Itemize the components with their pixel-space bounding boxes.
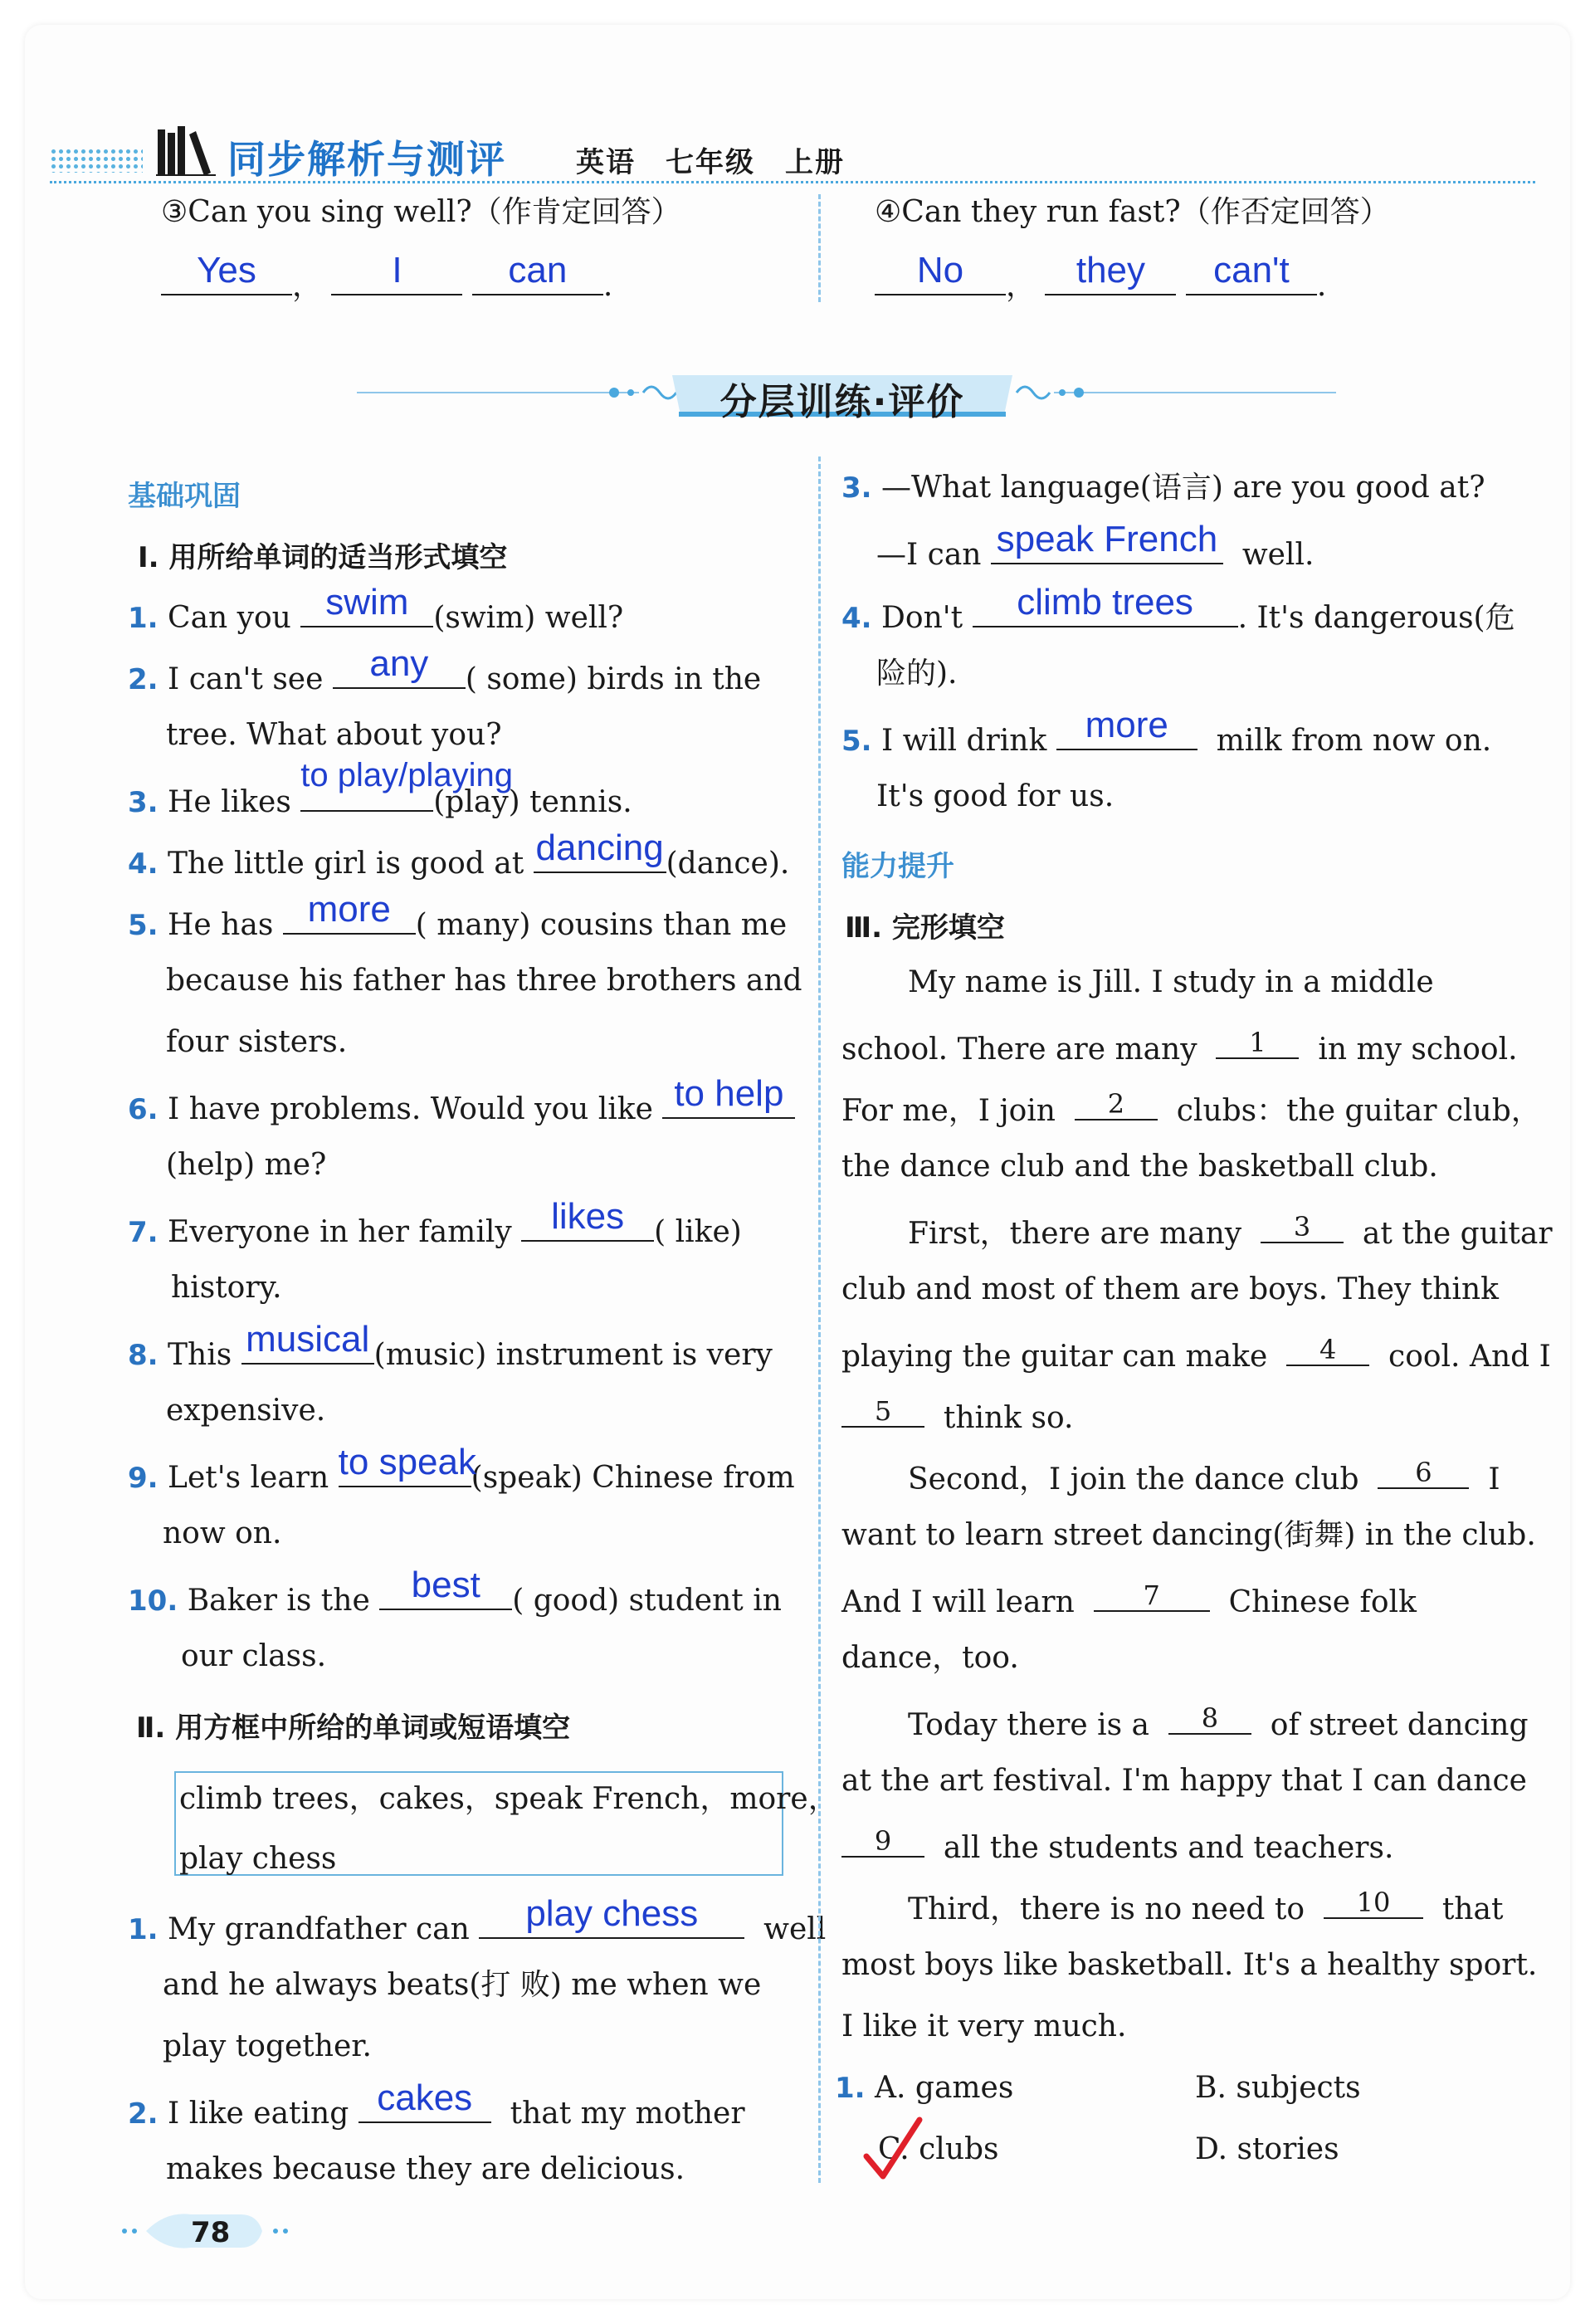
passage-text: Second，I join the dance club — [908, 1462, 1359, 1496]
list-item — [128, 1319, 773, 1372]
item-number: 1. — [835, 2072, 866, 2105]
answer-text: best — [411, 1565, 480, 1605]
option-c: C. clubs — [878, 2132, 999, 2166]
item-text: (swim) well? — [433, 601, 624, 635]
passage-text: school. There are many — [841, 1033, 1197, 1067]
banner-title: 分层训练·评价 — [719, 381, 965, 423]
answer-blank — [331, 250, 462, 295]
passage-text: clubs：the guitar club， — [1176, 1094, 1541, 1128]
item-text: I like eating — [168, 2097, 359, 2131]
item-text: well. — [1241, 538, 1315, 572]
cloze-blank — [1168, 1702, 1251, 1735]
item-text: (music) instrument is very — [373, 1338, 773, 1372]
item-text: that my mother — [510, 2097, 745, 2131]
answer-text: more — [1085, 705, 1168, 745]
passage-text: cool. And I — [1388, 1340, 1551, 1374]
option-b: B. subjects — [1195, 2071, 1361, 2105]
item-text: The little girl is good at — [168, 847, 534, 881]
item-text: Can you — [168, 601, 301, 635]
question-3-prompt: ③Can you sing well?（作肯定回答） — [161, 195, 681, 229]
option-d: D. stories — [1195, 2132, 1339, 2166]
passage-line — [841, 1395, 1074, 1435]
item-number: 1. — [128, 602, 159, 635]
question-4-prompt: ④Can they run fast?（作否定回答） — [875, 195, 1390, 229]
item-continuation: makes because they are delicious. — [166, 2152, 685, 2186]
answer-text: they — [1076, 250, 1146, 290]
item-continuation: our class. — [181, 1639, 327, 1673]
answer-text: to help — [674, 1073, 784, 1114]
cloze-blank — [1094, 1579, 1210, 1612]
item-text: I have problems. Would you like — [168, 1092, 663, 1126]
passage-line: My name is Jill. I study in a middle — [908, 965, 1434, 999]
item-text: (speak) Chinese from — [471, 1461, 795, 1495]
answer-blank — [359, 2077, 491, 2123]
item-number: 5. — [841, 725, 872, 758]
list-item — [128, 643, 762, 696]
answer-text: speak French — [996, 519, 1218, 559]
item-number: 10. — [128, 1584, 178, 1618]
answer-text: can't — [1213, 250, 1290, 290]
item-number: 5. — [128, 909, 159, 942]
answer-blank — [472, 250, 603, 295]
answer-text: any — [369, 643, 429, 684]
item-text: well — [763, 1912, 827, 1946]
item-text: Baker is the — [187, 1584, 380, 1618]
answer-text: swim — [325, 582, 409, 622]
passage-line: at the art festival. I'm happy that I can dance — [841, 1764, 1527, 1798]
item-number: 9. — [128, 1462, 159, 1495]
book-title: 同步解析与测评 — [227, 137, 506, 182]
item-continuation: 险的). — [876, 657, 958, 691]
answer-text: Yes — [197, 250, 256, 290]
answer-text: to speak — [338, 1442, 476, 1482]
passage-text: think so. — [943, 1401, 1074, 1435]
passage-line — [841, 1029, 1518, 1065]
item-text: ( many) cousins than me — [415, 908, 788, 942]
item-number: 7. — [128, 1216, 159, 1249]
item-text: —I can — [876, 538, 991, 572]
answer-text: more — [307, 889, 391, 930]
item-number: 2. — [128, 663, 159, 696]
item-text: He likes — [168, 785, 301, 819]
question-4-answer-line: No ， they can't . — [875, 266, 1326, 301]
item-text: I can't see — [168, 662, 333, 696]
item-text: My grandfather can — [168, 1912, 480, 1946]
answer-blank — [479, 1893, 744, 1939]
header-dots-decoration — [50, 148, 143, 173]
cloze-blank — [841, 1395, 924, 1428]
cloze-number: 5 — [874, 1395, 892, 1427]
item-number: 6. — [128, 1093, 159, 1126]
answer-blank — [991, 519, 1223, 564]
item-text: (dance). — [666, 847, 790, 881]
item-text: ( like) — [654, 1215, 742, 1249]
answer-text: can — [508, 250, 568, 290]
passage-text: First，there are many — [908, 1217, 1242, 1251]
list-item — [128, 582, 624, 635]
answer-blank — [875, 250, 1006, 295]
cloze-number: 3 — [1293, 1211, 1311, 1243]
item-text: —What language(语言) are you good at? — [881, 471, 1485, 505]
item-text: He has — [168, 908, 283, 942]
answer-blank — [1045, 250, 1176, 295]
book-subtitle: 英语 七年级 上册 — [576, 146, 845, 179]
answer-text: likes — [551, 1196, 625, 1237]
question-3-answer-line: Yes ， I can . — [161, 266, 612, 301]
answer-text: dancing — [535, 828, 664, 868]
cloze-blank — [1286, 1336, 1369, 1366]
word-box — [174, 1771, 838, 1876]
passage-text: in my school. — [1318, 1033, 1518, 1067]
cloze-number: 9 — [874, 1825, 892, 1857]
passage-text: playing the guitar can make — [841, 1340, 1268, 1374]
cloze-blank — [841, 1825, 924, 1858]
item-number: 4. — [128, 847, 159, 881]
answer-blank — [300, 582, 433, 627]
checkmark-icon — [860, 2115, 926, 2181]
passage-text: And I will learn — [841, 1585, 1075, 1619]
passage-text: I — [1488, 1462, 1500, 1496]
answer-blank — [333, 643, 466, 689]
item-continuation: four sisters. — [166, 1025, 348, 1059]
passage-line — [841, 1825, 1394, 1865]
passage-text: Chinese folk — [1228, 1585, 1417, 1619]
cloze-number: 6 — [1415, 1457, 1432, 1488]
list-item — [128, 1893, 827, 1946]
passage-text: Today there is a — [908, 1708, 1149, 1742]
passage-line: club and most of them are boys. They think — [841, 1272, 1499, 1306]
item-continuation: because his father has three brothers and — [166, 964, 802, 998]
answer-blank — [521, 1196, 654, 1242]
passage-text: Third，there is no need to — [908, 1892, 1305, 1926]
section-banner — [672, 367, 1012, 423]
answer-text: musical — [246, 1319, 370, 1360]
passage-line: want to learn street dancing(街舞) in the club. — [841, 1518, 1536, 1552]
answer-text: play chess — [525, 1893, 699, 1934]
item-continuation: and he always beats(打 败) me when we — [163, 1968, 762, 2002]
item-text: Everyone in her family — [168, 1215, 522, 1249]
answer-text: No — [916, 250, 964, 290]
answer-text: climb trees — [1017, 582, 1193, 622]
item-text: Let's learn — [168, 1461, 339, 1495]
item-continuation: history. — [171, 1271, 282, 1305]
item-number: 1. — [128, 1913, 159, 1946]
cloze-blank — [1261, 1213, 1344, 1243]
answer-blank — [283, 889, 416, 935]
part-3-title: Ⅲ. 完形填空 — [845, 911, 1005, 945]
cloze-number: 4 — [1319, 1334, 1337, 1365]
item-continuation: play together. — [163, 2029, 372, 2063]
item-text: ( some) birds in the — [465, 662, 762, 696]
passage-line — [908, 1889, 1503, 1925]
passage-line: the dance club and the basketball club. — [841, 1150, 1438, 1184]
word-box-line: climb trees，cakes，speak French，more， — [179, 1782, 838, 1816]
answer-blank — [1186, 250, 1317, 295]
cloze-number: 1 — [1249, 1027, 1266, 1058]
item-continuation: tree. What about you? — [166, 718, 502, 752]
column-divider — [818, 456, 821, 2183]
section-heading-ability: 能力提升 — [841, 850, 954, 883]
answer-blank — [973, 582, 1238, 627]
item-text: . It's dangerous(危 — [1237, 601, 1515, 635]
passage-text: that — [1441, 1892, 1504, 1926]
page-number: 78 — [191, 2216, 231, 2249]
list-item — [128, 2077, 745, 2131]
passage-text: of street dancing — [1270, 1708, 1529, 1742]
item-number: 2. — [128, 2097, 159, 2131]
column-divider-top — [818, 194, 821, 302]
item-number: 3. — [128, 786, 159, 819]
list-item — [128, 889, 788, 942]
page-sheet — [25, 25, 1570, 2299]
item-continuation: now on. — [163, 1516, 282, 1550]
list-item — [841, 705, 1492, 758]
option-a: A. games — [875, 2071, 1014, 2105]
item-text: (play) tennis. — [433, 785, 632, 819]
answer-blank — [1056, 705, 1197, 750]
item-continuation: expensive. — [166, 1394, 326, 1428]
passage-line: dance，too. — [841, 1641, 1019, 1675]
part-2-title: Ⅱ. 用方框中所给的单词或短语填空 — [136, 1711, 571, 1745]
list-item — [128, 1442, 795, 1495]
item-text: milk from now on. — [1216, 724, 1492, 758]
passage-line: most boys like basketball. It's a healthy sport. — [841, 1948, 1538, 1982]
list-item — [128, 1196, 742, 1249]
answer-blank — [300, 757, 513, 812]
cloze-blank — [1216, 1029, 1299, 1059]
passage-text: at the guitar — [1362, 1217, 1553, 1251]
cloze-number: 8 — [1201, 1702, 1219, 1734]
item-text: Don't — [881, 601, 973, 635]
list-item — [841, 473, 1485, 503]
cloze-blank — [1324, 1889, 1423, 1919]
word-box-line: play chess — [179, 1842, 337, 1876]
cloze-number: 2 — [1107, 1088, 1125, 1120]
list-item — [128, 1073, 795, 1126]
passage-text: For me，I join — [841, 1094, 1056, 1128]
list-item-line2 — [876, 519, 1315, 572]
passage-line: I like it very much. — [841, 2009, 1127, 2043]
passage-line — [841, 1579, 1417, 1619]
answer-blank — [338, 1442, 476, 1487]
cloze-number: 7 — [1143, 1579, 1160, 1611]
list-item — [841, 582, 1515, 635]
item-number: 8. — [128, 1339, 159, 1372]
passage-line — [841, 1088, 1541, 1128]
cloze-question-1 — [835, 2073, 1013, 2103]
answer-blank — [534, 828, 666, 873]
answer-text: I — [392, 250, 402, 290]
item-number: 4. — [841, 602, 872, 635]
passage-line — [908, 1459, 1500, 1495]
cloze-number: 10 — [1356, 1887, 1391, 1918]
part-1-title: Ⅰ. 用所给单词的适当形式填空 — [138, 541, 508, 574]
answer-blank — [241, 1319, 374, 1365]
item-continuation: (help) me? — [166, 1148, 327, 1182]
books-icon — [156, 124, 216, 176]
passage-line — [841, 1336, 1551, 1372]
answer-blank — [161, 250, 292, 295]
item-text: ( good) student in — [512, 1584, 782, 1618]
passage-text: all the students and teachers. — [943, 1831, 1394, 1865]
cloze-blank — [1075, 1088, 1158, 1120]
item-text: I will drink — [881, 724, 1056, 758]
cloze-blank — [1378, 1459, 1469, 1489]
passage-line — [908, 1213, 1553, 1249]
answer-blank — [662, 1073, 795, 1119]
section-heading-basic: 基础巩固 — [128, 480, 241, 513]
item-continuation: It's good for us. — [876, 779, 1115, 813]
answer-text: to play/playing — [300, 757, 513, 793]
passage-line — [908, 1702, 1529, 1742]
header-divider — [50, 181, 1535, 183]
answer-blank — [379, 1565, 512, 1610]
item-text: This — [168, 1338, 241, 1372]
list-item — [128, 828, 790, 881]
item-number: 3. — [841, 471, 872, 505]
list-item — [128, 757, 632, 819]
list-item — [128, 1565, 782, 1618]
answer-text: cakes — [377, 2077, 473, 2118]
